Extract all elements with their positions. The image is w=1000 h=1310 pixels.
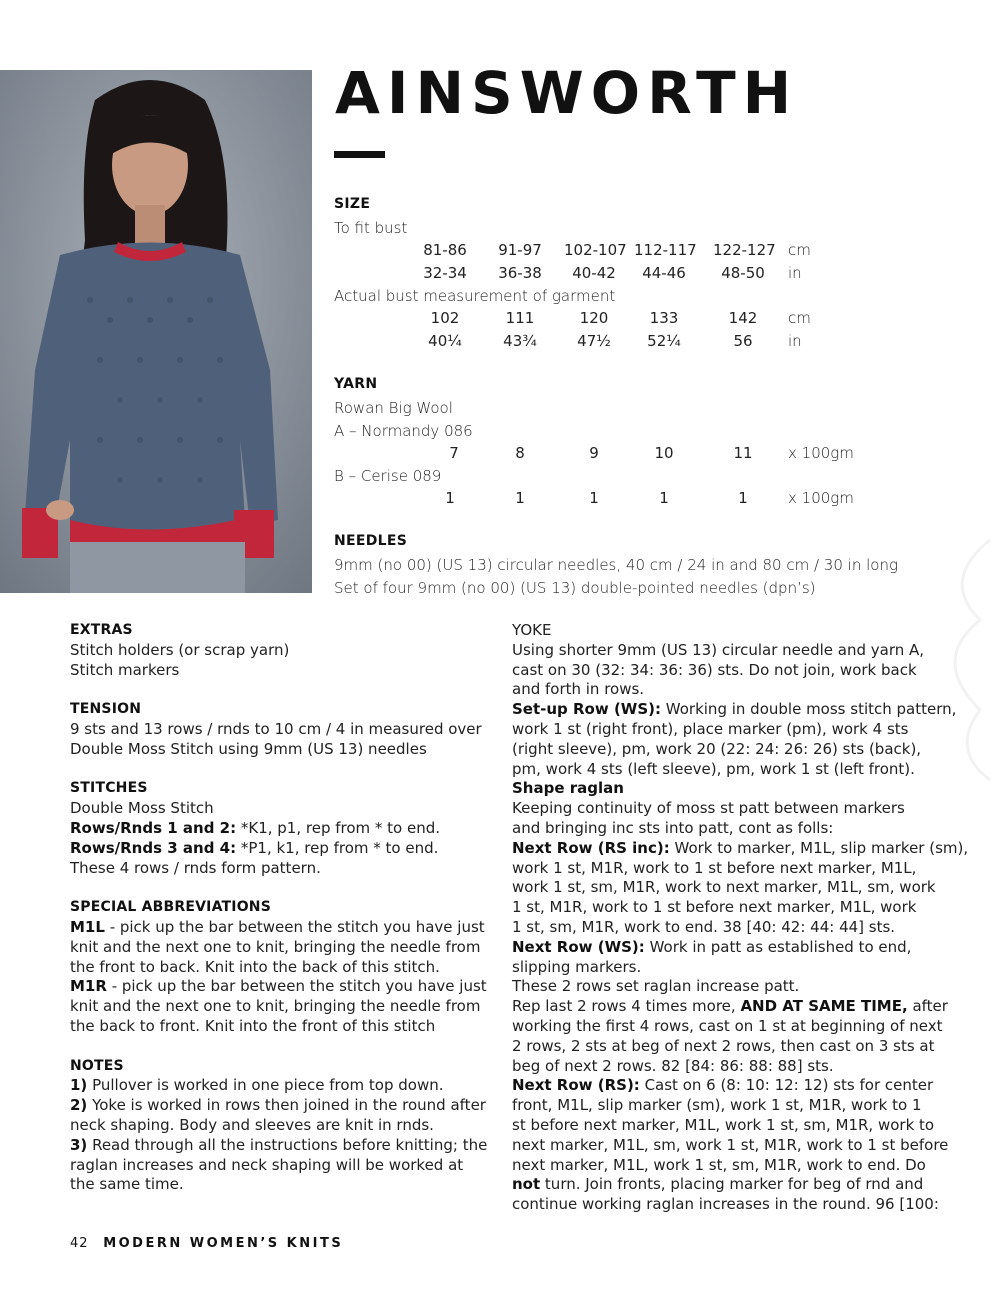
abbr-line: knit and the next one to knit, bringing the needle from <box>70 997 481 1016</box>
row-text: Rep last 2 rows 4 times more, <box>512 997 741 1016</box>
note-line: raglan increases and neck shaping will be worked at <box>70 1155 464 1174</box>
instr-line: and forth in rows. <box>512 680 645 699</box>
instr-line: beg of next 2 rows. 82 [84: 86: 88: 88] sts. <box>512 1056 834 1075</box>
instr-line <box>512 1076 942 1096</box>
instr-line: 1 st, sm, M1R, work to end. 38 [40: 42: 44: 44] sts. <box>512 917 896 936</box>
emphasis: AND AT SAME TIME, <box>740 997 908 1016</box>
notes-heading: NOTES <box>70 1057 124 1074</box>
actual-in-2: 43¾ <box>503 332 537 350</box>
actual-in-3: 47½ <box>577 332 611 350</box>
instr-line: 2 rows, 2 sts at beg of next 2 rows, then cast on 3 sts at <box>512 1036 935 1055</box>
actual-in-4: 52¼ <box>647 332 681 350</box>
yarn-b-2: 1 <box>515 489 525 507</box>
yarn-b-5: 1 <box>738 489 748 507</box>
yarn-b-4: 1 <box>659 489 669 507</box>
extras-heading: EXTRAS <box>70 622 133 638</box>
instr-line: work 1 st, sm, M1R, work to next marker, M1L, sm, work <box>512 878 936 897</box>
note-line: neck shaping. Body and sleeves are knit in rnds. <box>70 1115 434 1134</box>
tension-line: Double Moss Stitch using 9mm (US 13) needles <box>70 739 427 758</box>
note-text: Yoke is worked in rows then joined in the round after <box>87 1096 486 1115</box>
instr-line: and bringing inc sts into patt, cont as folls: <box>512 818 834 837</box>
to-fit-in-1: 32-34 <box>423 264 467 282</box>
instr-line: next marker, M1L, sm, work 1 st, M1R, work to 1 st before <box>512 1135 949 1154</box>
actual-cm-3: 120 <box>579 309 609 327</box>
instr-line <box>512 997 948 1017</box>
stitch-row-label: Rows/Rnds 3 and 4: <box>70 838 237 857</box>
page-number: 42 <box>70 1236 89 1251</box>
note-line <box>70 1076 490 1096</box>
note-num: 3) <box>70 1135 88 1154</box>
note-num: 1) <box>70 1076 88 1095</box>
yarn-heading: YARN <box>334 376 378 392</box>
row-text: Cast on 6 (8: 10: 12: 12) sts for center <box>639 1076 934 1095</box>
to-fit-in-2: 36-38 <box>498 264 542 282</box>
to-fit-cm-2: 91-97 <box>498 241 542 259</box>
emphasis: not <box>512 1175 541 1194</box>
stitches-line: These 4 rows / rnds form pattern. <box>70 858 321 877</box>
size-heading: SIZE <box>334 196 371 212</box>
instr-line: cast on 30 (32: 34: 36: 36) sts. Do not join, work back <box>512 660 917 679</box>
stitches-line: Double Moss Stitch <box>70 799 214 818</box>
extras-item: Stitch holders (or scrap yarn) <box>70 640 290 659</box>
actual-in-1: 40¼ <box>428 332 462 350</box>
note-text: Pullover is worked in one piece from top down. <box>87 1076 444 1095</box>
needles-line-1: 9mm (no 00) (US 13) circular needles, 40 cm / 24 in and 80 cm / 30 in long <box>334 556 898 574</box>
instr-line: (right sleeve), pm, work 20 (22: 24: 26: 26) sts (back), <box>512 739 922 758</box>
unit-cm: cm <box>788 241 811 259</box>
instr-line: Using shorter 9mm (US 13) circular needle and yarn A, <box>512 640 925 659</box>
actual-in-5: 56 <box>733 332 753 350</box>
instr-line: pm, work 4 sts (left sleeve), pm, work 1 st (left front). <box>512 759 915 778</box>
row-label: Set-up Row (WS): <box>512 700 662 719</box>
yarn-a-unit: x 100gm <box>788 444 854 462</box>
stitches-heading: STITCHES <box>70 780 148 797</box>
abbreviations-heading: SPECIAL ABBREVIATIONS <box>70 899 271 916</box>
row-label: Next Row (RS inc): <box>512 838 670 857</box>
to-fit-cm-5: 122-127 <box>713 241 776 259</box>
instr-line <box>512 838 969 859</box>
yarn-a-label: A – Normandy 086 <box>334 422 473 440</box>
unit-in: in <box>788 264 802 282</box>
yarn-b-3: 1 <box>589 489 599 507</box>
abbr-term: M1L <box>70 917 105 936</box>
model-photo <box>0 70 312 593</box>
needles-heading: NEEDLES <box>334 533 408 549</box>
yarn-a-3: 9 <box>589 444 599 462</box>
instr-line: working the first 4 rows, cast on 1 st at beginning of next <box>512 1016 943 1035</box>
unit-cm-2: cm <box>788 309 811 327</box>
actual-cm-1: 102 <box>430 309 460 327</box>
stitch-row-text: *P1, k1, rep from * to end. <box>236 838 439 857</box>
abbr-line: the front to back. Knit into the back of this stitch. <box>70 957 440 976</box>
instr-line <box>512 1175 942 1195</box>
stitch-row-label: Rows/Rnds 1 and 2: <box>70 818 237 837</box>
note-text: Read through all the instructions before knitting; the <box>87 1135 488 1154</box>
note-num: 2) <box>70 1096 88 1115</box>
stitches-line <box>70 819 490 839</box>
instr-line <box>512 938 942 958</box>
title-underline <box>334 151 385 158</box>
actual-label: Actual bust measurement of garment <box>334 287 616 305</box>
row-text: Work to marker, M1L, slip marker (sm), <box>669 838 969 857</box>
instr-line: 1 st, M1R, work to 1 st before next marker, M1L, work <box>512 898 917 917</box>
subsection-heading: Shape raglan <box>512 779 624 798</box>
yarn-a-1: 7 <box>449 444 459 462</box>
abbr-line: the back to front. Knit into the front of this stitch <box>70 1016 436 1035</box>
to-fit-cm-4: 112-117 <box>634 241 697 259</box>
instr-line <box>512 700 957 720</box>
row-text: after <box>907 997 948 1016</box>
stitches-line <box>70 839 490 859</box>
left-column <box>70 621 490 1195</box>
instr-line: work 1 st (right front), place marker (pm), work 4 sts <box>512 719 909 738</box>
instr-line <box>512 779 942 799</box>
abbr-line <box>70 918 490 938</box>
instr-line: st before next marker, M1L, work 1 st, sm, M1R, work to <box>512 1115 935 1134</box>
stitch-row-text: *K1, p1, rep from * to end. <box>236 818 441 837</box>
note-line: the same time. <box>70 1175 184 1194</box>
row-text: Work in patt as established to end, <box>644 937 912 956</box>
instr-line: These 2 rows set raglan increase patt. <box>512 977 800 996</box>
yarn-brand: Rowan Big Wool <box>334 399 453 417</box>
note-line <box>70 1136 490 1156</box>
pattern-title: AINSWORTH <box>335 59 799 127</box>
abbr-term: M1R <box>70 977 107 996</box>
instr-line: slipping markers. <box>512 957 642 976</box>
yarn-b-1: 1 <box>445 489 455 507</box>
extras-item: Stitch markers <box>70 660 180 679</box>
note-line <box>70 1096 490 1116</box>
row-text: turn. Join fronts, placing marker for beg of rnd and <box>540 1175 924 1194</box>
needles-line-2: Set of four 9mm (no 00) (US 13) double-pointed needles (dpn’s) <box>334 579 816 597</box>
to-fit-in-5: 48-50 <box>721 264 765 282</box>
yarn-b-unit: x 100gm <box>788 489 854 507</box>
instr-line: next marker, M1L, work 1 st, sm, M1R, work to end. Do <box>512 1155 926 1174</box>
instr-line: Keeping continuity of moss st patt between markers <box>512 799 905 818</box>
yarn-a-5: 11 <box>733 444 753 462</box>
abbr-line <box>70 977 490 997</box>
instr-line: continue working raglan increases in the round. 96 [100: <box>512 1195 939 1214</box>
right-column <box>512 621 969 1215</box>
magazine-title: MODERN WOMEN’S KNITS <box>103 1236 344 1251</box>
instr-line: work 1 st, M1R, work to 1 st before next marker, M1L, <box>512 858 917 877</box>
unit-in-2: in <box>788 332 802 350</box>
abbr-text: - pick up the bar between the stitch you have just <box>106 977 487 996</box>
abbr-text: - pick up the bar between the stitch you have just <box>104 917 485 936</box>
to-fit-cm-3: 102-107 <box>564 241 627 259</box>
to-fit-in-3: 40-42 <box>572 264 616 282</box>
yarn-b-label: B – Cerise 089 <box>334 467 442 485</box>
page-footer <box>70 1236 343 1251</box>
yarn-a-4: 10 <box>654 444 674 462</box>
row-label: Next Row (WS): <box>512 937 645 956</box>
abbr-line: knit and the next one to knit, bringing the needle from <box>70 937 481 956</box>
row-label: Next Row (RS): <box>512 1076 640 1095</box>
actual-cm-4: 133 <box>649 309 679 327</box>
to-fit-cm-1: 81-86 <box>423 241 467 259</box>
to-fit-label: To fit bust <box>334 219 408 237</box>
row-text: Working in double moss stitch pattern, <box>661 700 957 719</box>
yoke-heading: YOKE <box>512 621 552 639</box>
instr-line: front, M1L, slip marker (sm), work 1 st, M1R, work to 1 <box>512 1096 922 1115</box>
actual-cm-2: 111 <box>505 309 535 327</box>
tension-heading: TENSION <box>70 701 142 718</box>
yarn-a-2: 8 <box>515 444 525 462</box>
tension-line: 9 sts and 13 rows / rnds to 10 cm / 4 in measured over <box>70 719 482 738</box>
actual-cm-5: 142 <box>728 309 758 327</box>
to-fit-in-4: 44-46 <box>642 264 686 282</box>
